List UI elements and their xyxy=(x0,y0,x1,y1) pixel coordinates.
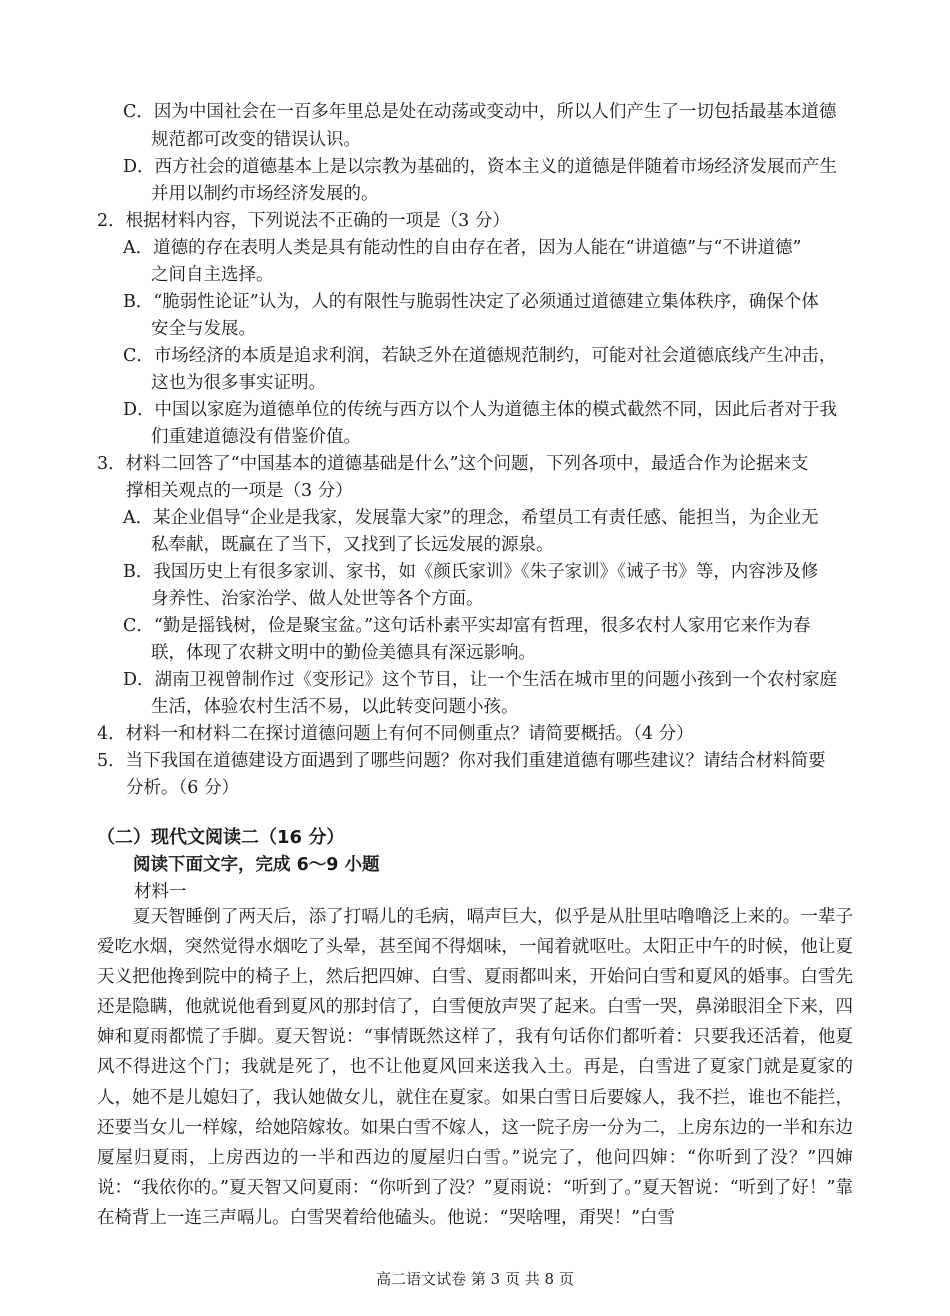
q3-stem-line2: 撑相关观点的一项是（3 分） xyxy=(126,481,353,501)
q3-stem-line1: 3．材料二回答了“中国基本的道德基础是什么”这个问题，下列各项中，最适合作为论据来支 xyxy=(97,454,809,474)
q3-option-b-line2: 身养性、治家治学、做人处世等各个方面。 xyxy=(151,589,484,609)
q5-stem-line2: 分析。（6 分） xyxy=(126,778,239,798)
q3-option-c-line1: C．“勤是摇钱树，俭是聚宝盆。”这句话朴素平实却富有哲理，很多农村人家用它来作为春 xyxy=(123,616,811,636)
q2-option-c-line2: 这也为很多事实证明。 xyxy=(151,373,326,393)
q3-option-b-line1: B．我国历史上有很多家训、家书，如《颜氏家训》《朱子家训》《诫子书》等，内容涉及修 xyxy=(123,562,819,582)
page-footer: 高二语文试卷 第 3 页 共 8 页 xyxy=(376,1270,574,1288)
material-paragraph: 夏天智睡倒了两天后，添了打嗝儿的毛病，嗝声巨大，似乎是从肚里咕噜噜泛上来的。一辈子爱吃水烟，突然觉得水烟吃了头晕，甚至闻不得烟味，一闻着就呕吐。太阳正中午的时候，他让夏天义把他搀到院中的椅子上，然后把四婶、白雪、夏雨都叫来，开始问白雪和夏风的婚事。白雪先还是隐瞒，他就说他看到夏风的那封信了，白雪便放声哭了起来。白雪一哭，鼻涕眼泪全下来，四婶和夏雨都慌了手脚。夏天智说：“事情既然这样了，我有句话你们都听着：只要我还活着，他夏风不得进这个门；我就是死了，也不让他夏风回来送我入土。再是，白雪进了夏家门就是夏家的人，她不是儿媳妇了，我认她做女儿，就住在夏家。如果白雪日后要嫁人，我不拦，谁也不能拦，还要当女儿一样嫁，给她陪嫁妆。如果白雪不嫁人，这一院子房一分为二，上房东边的一半和东边厦屋归夏雨，上房西边的一半和西边的厦屋归白雪。”说完了，他问四婶：“你听到了没？”四婶说：“我依你的。”夏天智又问夏雨：“你听到了没？”夏雨说：“听到了。”夏天智说：“听到了好！”靠在椅背上一连三声嗝儿。白雪哭着给他磕头。他说：“哭啥哩，甭哭！”白雪 xyxy=(97,907,853,1228)
q2-option-b-line1: B．“脆弱性论证”认为，人的有限性与脆弱性决定了必须通过道德建立集体秩序，确保个体 xyxy=(123,292,819,312)
material-label: 材料一 xyxy=(134,882,187,902)
q3-option-d-line1: D．湖南卫视曾制作过《变形记》这个节目，让一个生活在城市里的问题小孩到一个农村家庭 xyxy=(123,670,838,690)
q1-option-d-line1: D．西方社会的道德基本上是以宗教为基础的，资本主义的道德是伴随着市场经济发展而产生 xyxy=(123,157,838,177)
q2-option-a-line2: 之间自主选择。 xyxy=(151,265,274,285)
q2-option-c-line1: C．市场经济的本质是追求利润，若缺乏外在道德规范制约，可能对社会道德底线产生冲击， xyxy=(123,346,837,366)
q3-option-c-line2: 联，体现了农耕文明中的勤俭美德具有深远影响。 xyxy=(151,643,536,663)
q2-option-a-line1: A．道德的存在表明人类是具有能动性的自由存在者，因为人能在“讲道德”与“不讲道德” xyxy=(123,238,802,258)
q2-option-b-line2: 安全与发展。 xyxy=(151,319,256,339)
q3-option-a-line2: 私奉献，既赢在了当下，又找到了长远发展的源泉。 xyxy=(151,535,554,555)
q2-option-d-line2: 们重建道德没有借鉴价值。 xyxy=(151,427,361,447)
q3-option-d-line2: 生活，体验农村生活不易，以此转变问题小孩。 xyxy=(151,697,519,717)
section-instruction: 阅读下面文字，完成 6～9 小题 xyxy=(133,855,380,875)
q2-option-d-line1: D．中国以家庭为道德单位的传统与西方以个人为道德主体的模式截然不同，因此后者对于我 xyxy=(123,400,838,420)
q3-option-a-line1: A．某企业倡导“企业是我家，发展靠大家”的理念，希望员工有责任感、能担当，为企业无 xyxy=(123,508,819,528)
q1-option-c-line2: 规范都可改变的错误认识。 xyxy=(151,130,361,150)
q2-stem: 2．根据材料内容，下列说法不正确的一项是（3 分） xyxy=(97,211,510,231)
section-title: （二）现代文阅读二（16 分） xyxy=(97,827,345,848)
q1-option-d-line2: 并用以制约市场经济发展的。 xyxy=(151,184,379,204)
q5-stem-line1: 5．当下我国在道德建设方面遇到了哪些问题？你对我们重建道德有哪些建议？请结合材料简要 xyxy=(97,751,826,771)
q4-stem: 4．材料一和材料二在探讨道德问题上有何不同侧重点？请简要概括。（4 分） xyxy=(97,724,694,744)
q1-option-c-line1: C．因为中国社会在一百多年里总是处在动荡或变动中，所以人们产生了一切包括最基本道德 xyxy=(123,102,837,122)
